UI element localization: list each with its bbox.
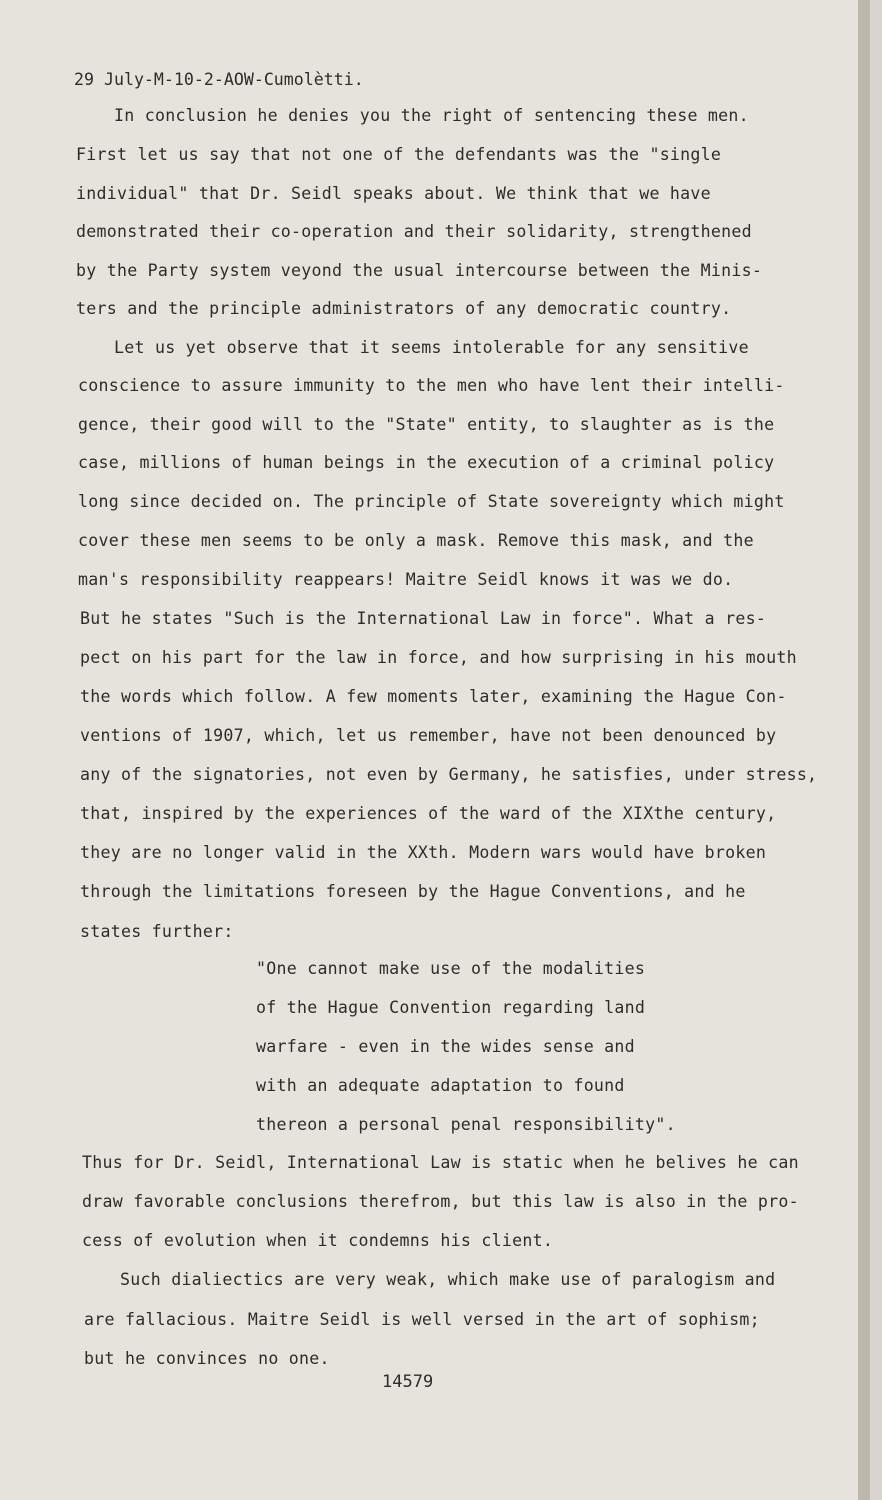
body-line: through the limitations foreseen by the Hague Conventions, and he xyxy=(80,882,746,901)
closing-line: cess of evolution when it condemns his client. xyxy=(82,1231,554,1250)
body-line: ventions of 1907, which, let us remember, have not been denounced by xyxy=(80,726,777,745)
page-number: 14579 xyxy=(382,1372,434,1392)
body-line: ters and the principle administrators of any democratic country. xyxy=(76,299,732,318)
body-line: individual" that Dr. Seidl speaks about. We think that we have xyxy=(76,184,711,203)
body-line: gence, their good will to the "State" entity, to slaughter as is the xyxy=(78,415,775,434)
body-line: demonstrated their co-operation and their solidarity, strengthened xyxy=(76,222,752,241)
closing-line: Such dialiectics are very weak, which make use of paralogism and xyxy=(120,1270,776,1289)
body-line: by the Party system veyond the usual intercourse between the Minis- xyxy=(76,261,763,280)
body-line: man's responsibility reappears! Maitre Seidl knows it was we do. xyxy=(78,570,734,589)
body-line: long since decided on. The principle of State sovereignty which might xyxy=(78,492,785,511)
page-edge xyxy=(858,0,870,1500)
body-line: any of the signatories, not even by Germany, he satisfies, under stress, xyxy=(80,765,818,784)
body-line: conscience to assure immunity to the men who have lent their intelli- xyxy=(78,376,785,395)
body-line: states further: xyxy=(80,922,234,941)
closing-line: but he convinces no one. xyxy=(84,1349,330,1368)
closing-line: draw favorable conclusions therefrom, but this law is also in the pro- xyxy=(82,1192,799,1211)
body-line: that, inspired by the experiences of the ward of the XIXthe century, xyxy=(80,804,777,823)
body-line: they are no longer valid in the XXth. Modern wars would have broken xyxy=(80,843,767,862)
body-line: In conclusion he denies you the right of sentencing these men. xyxy=(114,106,749,125)
quote-line: "One cannot make use of the modalities xyxy=(256,959,646,978)
body-line: But he states "Such is the International Law in force". What a res- xyxy=(80,609,767,628)
body-line: Let us yet observe that it seems intolerable for any sensitive xyxy=(114,338,749,357)
closing-line: Thus for Dr. Seidl, International Law is static when he belives he can xyxy=(82,1153,799,1172)
body-line: the words which follow. A few moments later, examining the Hague Con- xyxy=(80,687,787,706)
quote-line: thereon a personal penal responsibility". xyxy=(256,1115,676,1134)
quote-line: warfare - even in the wides sense and xyxy=(256,1037,635,1056)
body-line: case, millions of human beings in the execution of a criminal policy xyxy=(78,453,775,472)
closing-line: are fallacious. Maitre Seidl is well versed in the art of sophism; xyxy=(84,1310,760,1329)
body-line: First let us say that not one of the defendants was the "single xyxy=(76,145,722,164)
body-line: cover these men seems to be only a mask. Remove this mask, and the xyxy=(78,531,754,550)
body-line: pect on his part for the law in force, and how surprising in his mouth xyxy=(80,648,797,667)
quote-line: with an adequate adaptation to found xyxy=(256,1076,625,1095)
quote-line: of the Hague Convention regarding land xyxy=(256,998,646,1017)
page-header: 29 July-M-10-2-AOW-Cumolètti. xyxy=(74,70,364,89)
